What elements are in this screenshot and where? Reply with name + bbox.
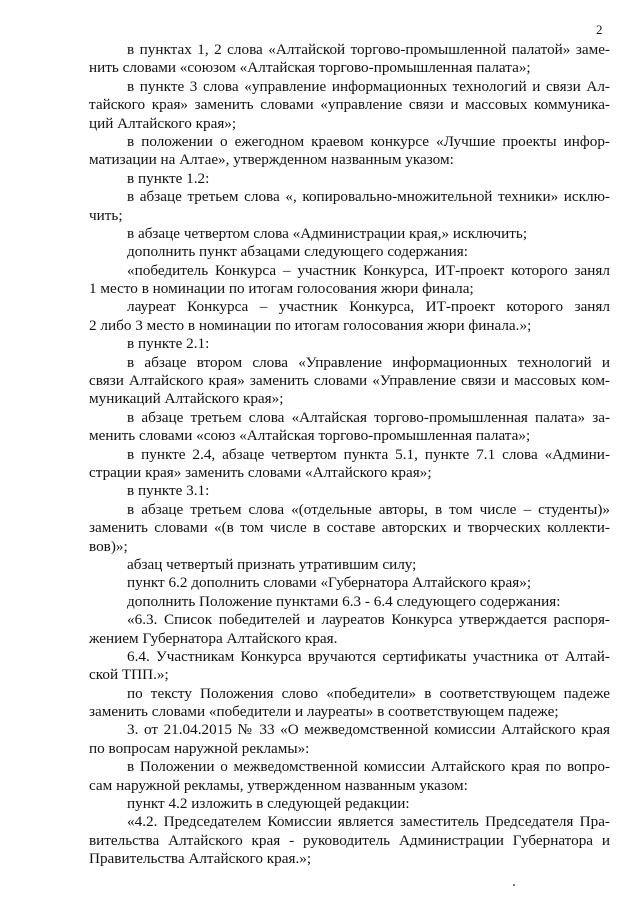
text-line: чить;: [89, 206, 123, 224]
text-line: жением Губернатора Алтайского края.: [89, 629, 338, 647]
text-line: связи Алтайского края» заменить словами «Управление связи и массовых ком-: [89, 372, 610, 390]
document-body: [89, 41, 610, 869]
scan-speck: [513, 884, 515, 886]
text-line: «победитель Конкурса – участник Конкурса, ИТ-проект которого занял: [127, 261, 610, 279]
text-line: вов)»;: [89, 537, 128, 555]
text-line: в пунктах 1, 2 слова «Алтайской торгово-промышленной палатой» заме-: [127, 41, 610, 58]
text-line: в пункте 3 слова «управление информационных технологий и связи Ал-: [127, 77, 610, 95]
text-line: сам наружной рекламы, утвержденном названным указом:: [89, 776, 468, 794]
text-line: 2 либо 3 место в номинации по итогам голосования жюри финала.»;: [89, 316, 532, 334]
text-line: в пункте 2.4, абзаце четвертом пункта 5.1, пункте 7.1 слова «Админи-: [127, 445, 610, 463]
text-line: «6.3. Список победителей и лауреатов Конкурса утверждается распоря-: [127, 611, 610, 629]
page-number: 2: [596, 22, 603, 37]
text-line: «4.2. Председателем Комиссии является заместитель Председателя Пра-: [127, 813, 610, 831]
text-line: вительства Алтайского края - руководитель Администрации Губернатора и: [89, 831, 610, 849]
text-line: заменить словами «победители и лауреаты» в соответствующем падеже;: [89, 703, 559, 721]
text-line: Правительства Алтайского края.»;: [89, 850, 312, 868]
text-line: в положении о ежегодном краевом конкурсе «Лучшие проекты инфор-: [127, 132, 610, 150]
text-line: матизации на Алтае», утвержденном названным указом:: [89, 151, 454, 169]
text-line: в пункте 3.1:: [127, 482, 210, 500]
text-line: 1 место в номинации по итогам голосования жюри финала;: [89, 280, 474, 298]
text-line: дополнить Положение пунктами 6.3 - 6.4 следующего содержания:: [127, 592, 561, 610]
text-line: дополнить пункт абзацами следующего содержания:: [127, 243, 468, 261]
text-line: пункт 6.2 дополнить словами «Губернатора Алтайского края»;: [127, 574, 532, 592]
text-line: 6.4. Участникам Конкурса вручаются сертификаты участника от Алтай-: [127, 647, 610, 665]
text-line: нить словами «союзом «Алтайская торгово-промышленная палата»;: [89, 59, 531, 77]
text-line: в Положении о межведомственной комиссии Алтайского края по вопро-: [127, 758, 610, 776]
text-line: по тексту Положения слово «победители» в соответствующем падеже: [127, 684, 610, 702]
text-line: тайского края» заменить словами «управление связи и массовых коммуника-: [89, 96, 610, 114]
text-line: по вопросам наружной рекламы»:: [89, 739, 310, 757]
text-line: в абзаце третьем слова «, копировально-множительной техники» исклю-: [127, 188, 610, 206]
text-line: абзац четвертый признать утратившим силу;: [127, 555, 417, 573]
text-line: 3. от 21.04.2015 № 33 «О межведомственной комиссии Алтайского края: [127, 721, 610, 739]
text-line: страции края» заменить словами «Алтайского края»;: [89, 463, 432, 481]
text-line: в абзаце втором слова «Управление информационных технологий и: [127, 353, 610, 371]
text-line: в абзаце четвертом слова «Администрации края,» исключить;: [127, 224, 528, 242]
text-line: ской ТПП.»;: [89, 666, 169, 684]
text-line: менить словами «союз «Алтайская торгово-промышленная палата»;: [89, 427, 531, 445]
text-line: в абзаце третьем слова «(отдельные авторы, в том числе – студенты)»: [127, 500, 610, 518]
text-line: в абзаце третьем слова «Алтайская торгово-промышленная палата» за-: [127, 408, 610, 426]
text-line: лауреат Конкурса – участник Конкурса, ИТ-проект которого занял: [127, 298, 610, 316]
text-line: ций Алтайского края»;: [89, 114, 237, 132]
text-line: в пункте 1.2:: [127, 169, 210, 187]
text-line: муникаций Алтайского края»;: [89, 390, 284, 408]
text-line: заменить словами «(в том числе в составе авторских и творческих коллекти-: [89, 519, 610, 537]
text-line: пункт 4.2 изложить в следующей редакции:: [127, 795, 410, 813]
text-line: в пункте 2.1:: [127, 335, 210, 353]
